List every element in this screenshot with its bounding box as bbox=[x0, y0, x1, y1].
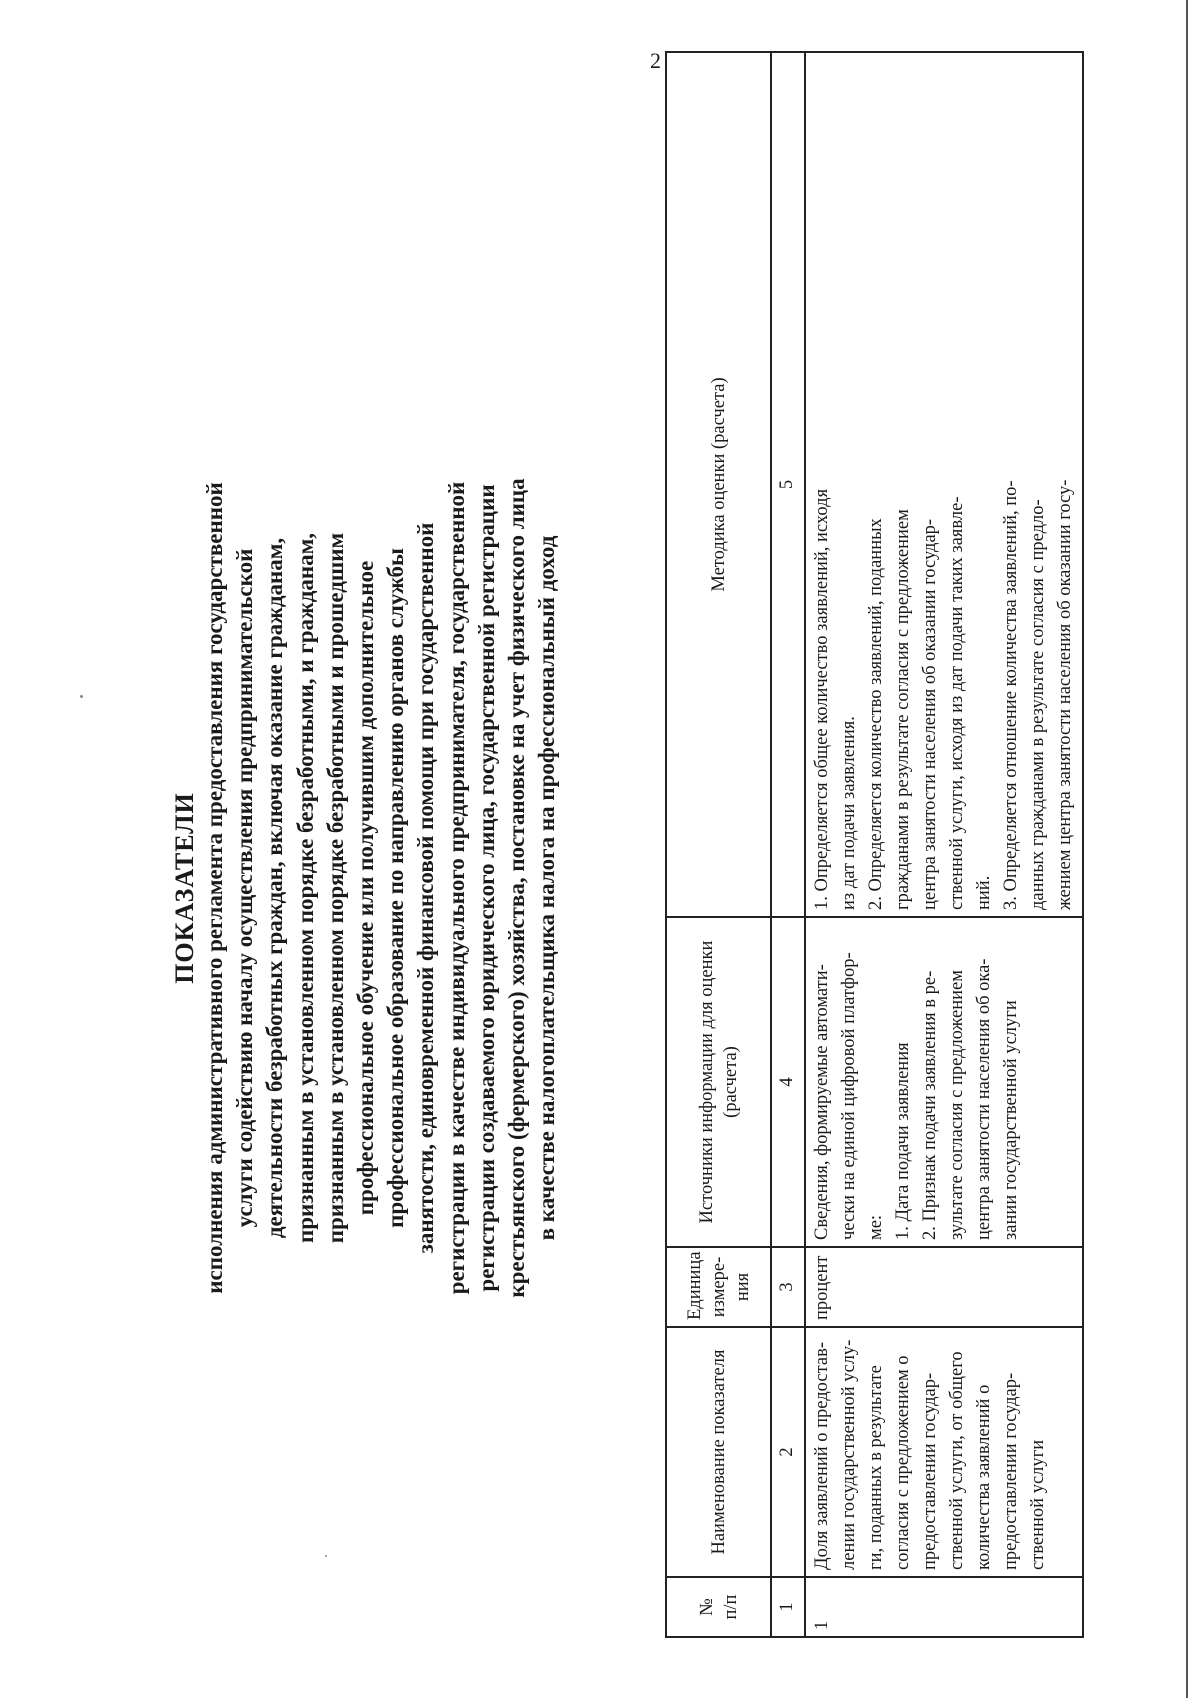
table-row bbox=[805, 52, 1083, 1637]
header-cell-indicator-name: Наименование показателя bbox=[666, 1327, 771, 1577]
title-line: признанным в установленном порядке безработными, и гражданам, bbox=[292, 532, 318, 1244]
row-number: 1 bbox=[805, 1577, 1083, 1637]
column-number: 1 bbox=[771, 1577, 805, 1637]
header-cell-sources: Источники информации для оценки (расчета) bbox=[666, 917, 771, 1247]
header-cell-unit: Единица измере- ния bbox=[666, 1247, 771, 1327]
indicator-name-cell: Доля заявлений о предостав- лении государственной услу- ги, поданных в результате согласия с предложением о предоставлении государ- ственной услуги, от общего количества заявлений о предоставлении государ- ственной услуги bbox=[805, 1327, 1083, 1577]
table-header-row bbox=[666, 52, 771, 1637]
title-line: признанным в установленном порядке безработными и прошедшим bbox=[322, 532, 348, 1244]
column-number: 2 bbox=[771, 1327, 805, 1577]
scan-speck bbox=[80, 695, 83, 698]
title-line: деятельности безработных граждан, включая оказание гражданам, bbox=[262, 537, 288, 1239]
indicators-table bbox=[665, 51, 1084, 1638]
column-number: 5 bbox=[771, 52, 805, 917]
title-line: занятости, единовременной финансовой помощи при государственной bbox=[413, 522, 439, 1254]
page-number: 2 bbox=[650, 48, 661, 73]
column-number: 4 bbox=[771, 917, 805, 1247]
header-cell-method: Методика оценки (расчета) bbox=[666, 52, 771, 917]
column-number-row bbox=[771, 52, 805, 1637]
title-line: услуги содействию началу осуществления предпринимательской bbox=[232, 548, 258, 1228]
header-cell-number: № п/п bbox=[666, 1577, 771, 1637]
title-line: крестьянского (фермерского) хозяйства, постановке на учет физического лица bbox=[504, 478, 530, 1298]
unit-cell: процент bbox=[805, 1247, 1083, 1327]
title-line: регистрации создаваемого юридического лица, государственной регистрации bbox=[473, 484, 499, 1292]
sources-cell: Сведения, формируемые автомати- чески на единой цифровой платфор- ме: 1. Дата подачи заявления 2. Признак подачи заявления в ре- зультате согласия с предложением центра занятости населения об ока- зании государственной услуги bbox=[805, 917, 1083, 1247]
title-line: профессиональное образование по направлению органов службы bbox=[383, 548, 409, 1228]
column-number: 3 bbox=[771, 1247, 805, 1327]
method-cell: 1. Определяется общее количество заявлений, исходя из дат подачи заявления. 2. Определяется количество заявлений, поданных гражданами в результате согласия с предложением центра занятости населения об оказании государ- ственной услуги, исходя из дат подачи таких заявле- ний. 3. Определяется отношение количества заявлений, по- данных гражданами в результате согласия с предло- жением центра занятости населения об оказании госу- bbox=[805, 52, 1083, 917]
title-line: в качестве налогоплательщика налога на профессиональный доход bbox=[534, 535, 560, 1241]
title-line: регистрации в качестве индивидуального предпринимателя, государственной bbox=[443, 481, 469, 1295]
document-title bbox=[170, 108, 562, 1668]
title-line: профессиональное обучение или получившим дополнительное bbox=[353, 560, 379, 1216]
scan-edge-line bbox=[1186, 0, 1188, 1698]
title-heading: ПОКАЗАТЕЛИ bbox=[170, 792, 199, 984]
rotated-page-content bbox=[95, 18, 1175, 1668]
title-line: исполнения административного регламента предоставления государственной bbox=[202, 482, 227, 1294]
